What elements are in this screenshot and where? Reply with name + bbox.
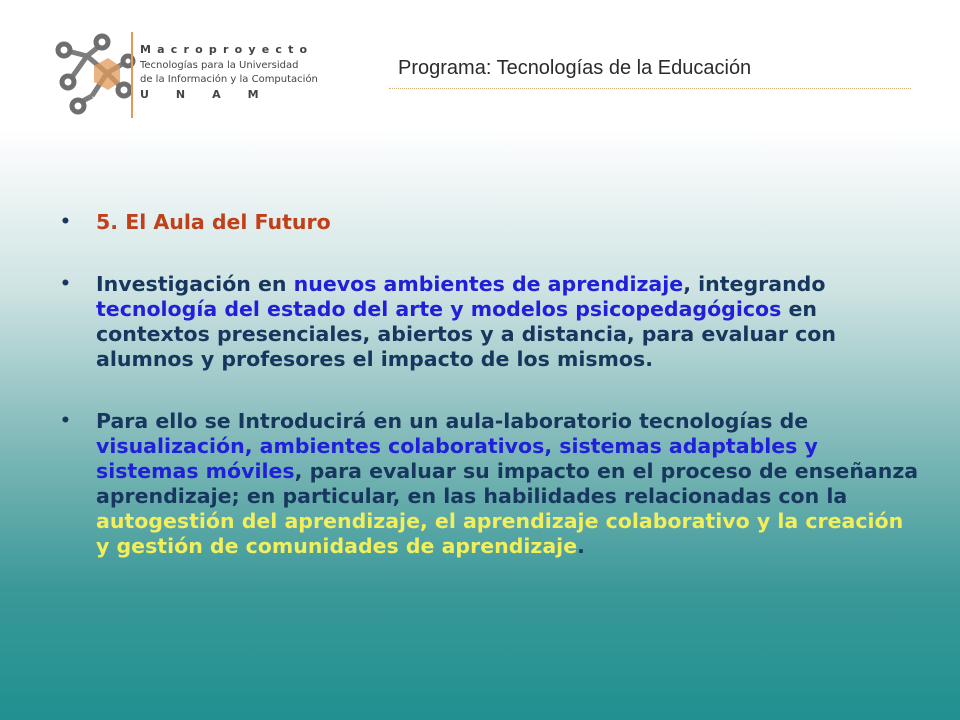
bullet-text: Investigación en <box>96 272 294 296</box>
bullet-lab <box>60 409 920 559</box>
highlight-text: tecnología del estado del arte y modelos psicopedagógicos <box>96 297 782 321</box>
heading-text: 5. El Aula del Futuro <box>96 210 331 234</box>
logo-subtitle-line1: Tecnologías para la Universidad <box>140 60 299 71</box>
bullet-text: . <box>577 534 585 558</box>
bullet-dot-icon: • <box>60 274 71 294</box>
slide-content <box>60 210 920 559</box>
program-title: Programa: Tecnologías de la Educación <box>398 57 752 79</box>
bullet-text: , integrando <box>683 272 826 296</box>
bullet-text: , para evaluar su impacto en el proceso de enseñanza aprendizaje; en particular, en las habilidades relacionadas con la <box>96 459 919 508</box>
bullet-text: Para ello se Introducirá en un aula-laboratorio tecnologías de <box>96 409 809 433</box>
logo-divider <box>131 32 133 118</box>
bullet-heading <box>60 210 920 235</box>
highlight-text: nuevos ambientes de aprendizaje <box>293 272 684 296</box>
bullet-research <box>60 272 920 372</box>
header-divider <box>389 88 911 89</box>
bullet-dot-icon: • <box>60 212 71 232</box>
bullet-dot-icon: • <box>60 411 71 431</box>
logo-unam: UNAM <box>140 88 286 101</box>
bullet-text: en contextos presenciales, abiertos y a distancia, para evaluar con alumnos y profesores el impacto de los mismos. <box>96 297 836 371</box>
logo-title: Macroproyecto <box>140 43 314 56</box>
logo-subtitle-line2: de la Información y la Computación <box>140 74 318 85</box>
highlight-text-yellow: autogestión del aprendizaje, el aprendizaje colaborativo y la creación y gestión de comunidades de aprendizaje <box>96 509 904 558</box>
highlight-text: visualización, ambientes colaborativos, sistemas adaptables y sistemas móviles <box>96 434 818 483</box>
